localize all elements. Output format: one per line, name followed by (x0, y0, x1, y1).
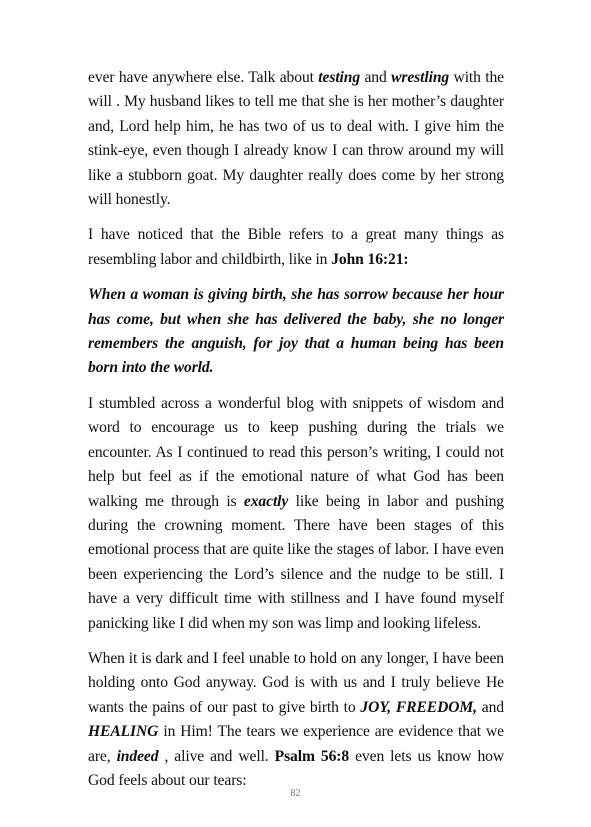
scripture-reference-john: John 16:21: (331, 250, 409, 268)
paragraph-3-text-b: like being in labor and pushing during the crowning moment. There have been stages of this emotional process that are quite like the stages of labor. I have even been experiencing the Lord’s silence and the nudge to be still. I have a very difficult time with stillness and I have found myself panicking like I did when my son was limp and looking lifeless. (88, 492, 504, 632)
paragraph-4-text-e: , alive and well. (158, 747, 275, 765)
emphasis-healing: HEALING (88, 723, 159, 741)
paragraph-4 (88, 647, 504, 793)
paragraph-2-text: I have noticed that the Bible refers to a great many things as resembling labor and childbirth, like in (88, 226, 504, 268)
emphasis-freedom: FREEDOM, (395, 698, 477, 716)
paragraph-4-text-a: When it is dark and I feel unable to hold on any longer, I have been holding onto God anyway. God is with us and I truly believe He wants the pains of our past to give birth to (88, 649, 504, 716)
paragraph-4-text-f: even lets us know how God feels about our tears: (88, 747, 504, 789)
emphasis-exactly: exactly (243, 492, 289, 510)
scripture-reference-psalm: Psalm 56:8 (274, 747, 350, 765)
emphasis-joy: JOY, (360, 698, 392, 716)
paragraph-1 (88, 66, 504, 212)
page-number: 82 (290, 788, 301, 799)
paragraph-3 (88, 392, 504, 636)
paragraph-1-text-a: ever have anywhere else. Talk about (88, 69, 319, 86)
page-body (88, 66, 504, 804)
scripture-quote: When a woman is giving birth, she has sorrow because her hour has come, but when she has delivered the baby, she no longer remembers the anguish, for joy that a human being has been born into the world. (88, 286, 504, 377)
paragraph-2 (88, 223, 504, 272)
emphasis-testing: testing (318, 69, 361, 86)
emphasis-wrestling: wrestling (391, 69, 450, 86)
paragraph-4-text-d: in Him! The tears we experience are evidence that we are, (88, 723, 504, 765)
paragraph-1-text-c: with the will . My husband likes to tell me that she is her mother’s daughter and, Lord help him, he has two of us to deal with. I give him the stink-eye, even though I already know I can throw around my will like a stubborn goat. My daughter really does come by her strong will honestly. (88, 69, 505, 209)
paragraph-1-text-b: and (360, 69, 392, 86)
paragraph-4-text-c: and (476, 698, 504, 716)
emphasis-indeed: indeed (116, 747, 159, 765)
paragraph-3-text-a: I stumbled across a wonderful blog with snippets of wisdom and word to encourage us to keep pushing during the trials we encounter. As I continued to read this person’s writing, I could not help but feel as if the emotional nature of what God has been walking me through is (88, 394, 504, 510)
